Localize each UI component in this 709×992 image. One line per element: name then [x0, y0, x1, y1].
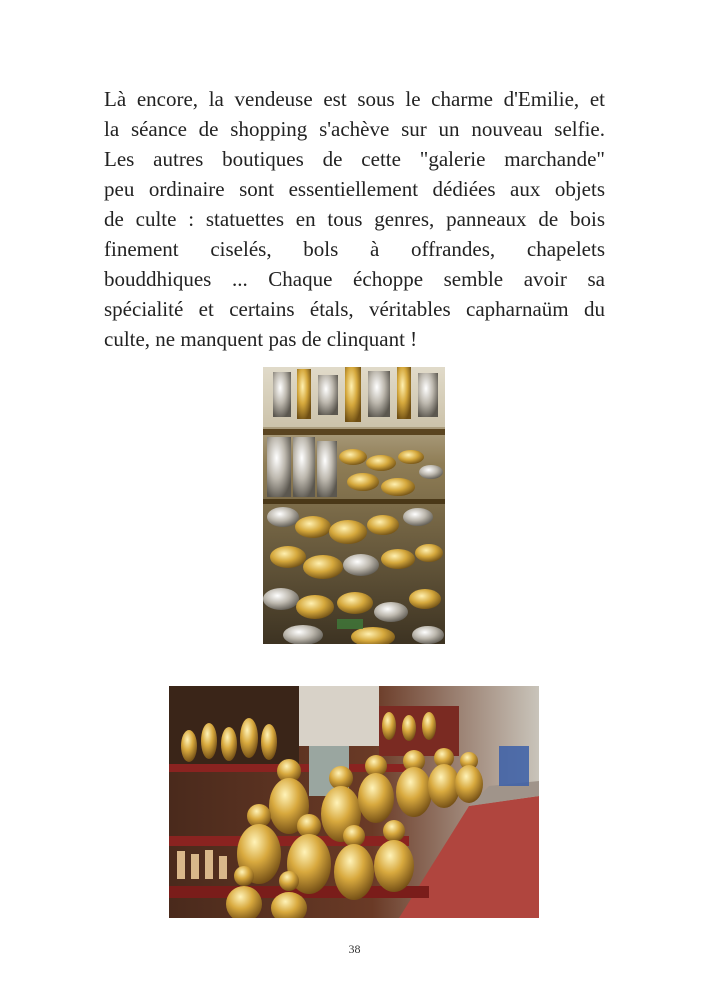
paragraph-line: de culte : statuettes en tous genres, panneaux de bois	[104, 207, 605, 231]
paragraph-line: finement ciselés, bols à offrandes, chapelets	[104, 237, 605, 261]
paragraph-line: Les autres boutiques de cette "galerie marchande"	[104, 147, 605, 171]
offering-bowls-photo	[263, 367, 445, 644]
buddha-statues-photo	[169, 686, 539, 918]
paragraph-line: culte, ne manquent pas de clinquant !	[104, 327, 418, 351]
page-number: 38	[348, 942, 361, 956]
paragraph-line: bouddhiques ... Chaque échoppe semble avoir sa	[104, 267, 605, 291]
paragraph-line: la séance de shopping s'achève sur un nouveau selfie.	[104, 117, 605, 141]
body-paragraph	[104, 84, 605, 354]
paragraph-line: Là encore, la vendeuse est sous le charme d'Emilie, et	[104, 87, 605, 111]
paragraph-line: peu ordinaire sont essentiellement dédiées aux objets	[104, 177, 605, 201]
paragraph-line: spécialité et certains étals, véritables capharnaüm du	[104, 297, 605, 321]
